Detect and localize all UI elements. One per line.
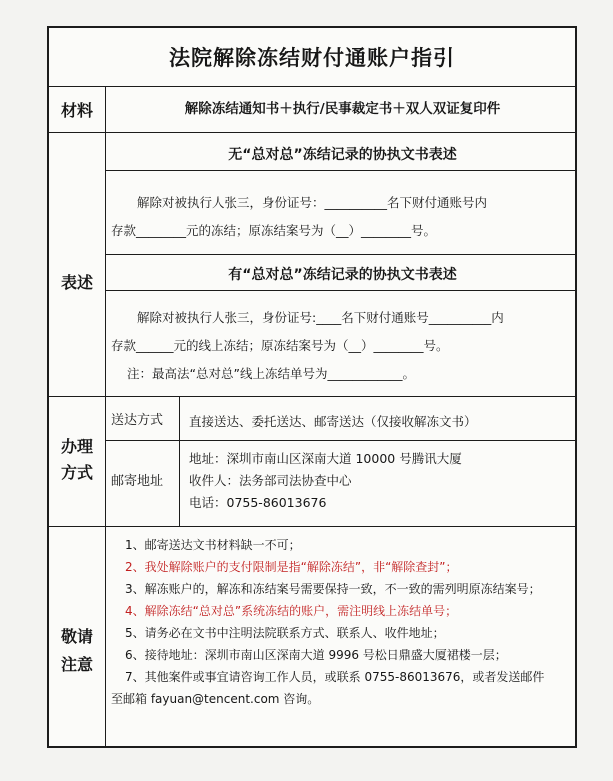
note-item-4: 4、解除冻结“总对总”系统冻结的账户，需注明线上冻结单号； <box>125 604 458 618</box>
notes-list <box>111 534 573 710</box>
note-item-2: 2、我处解除账户的支付限制是指“解除冻结”，非“解除查封”； <box>125 560 458 574</box>
no-total-line2: 存款________元的冻结；原冻结案号为（__）________号。 <box>111 223 437 238</box>
with-total-note: 注：最高法“总对总”线上冻结单号为____________。 <box>127 366 415 381</box>
note-item-5: 5、请务必在文书中注明法院联系方式、联系人、收件地址； <box>125 626 445 640</box>
mail-phone: 电话：0755-86013676 <box>189 495 327 510</box>
note-item-1: 1、邮寄送达文书材料缺一不可； <box>125 538 301 552</box>
with-total-line1: 解除对被执行人张三，身份证号:____名下财付通账号__________内 <box>137 310 504 325</box>
mail-label: 邮寄地址 <box>111 474 164 489</box>
divider <box>105 86 106 396</box>
delivery-value: 直接送达、委托送达、邮寄送达（仅接收解冻文书） <box>189 414 477 429</box>
note-item-6: 6、接待地址：深圳市南山区深南大道 9996 号松日鼎盛大厦裙楼一层； <box>125 648 507 662</box>
notes-label-2: 注意 <box>60 655 93 674</box>
divider <box>105 440 577 441</box>
notes-label-1: 敬请 <box>60 627 93 646</box>
materials-content: 解除冻结通知书＋执行/民事裁定书＋双人双证复印件 <box>184 101 501 117</box>
mail-address: 地址：深圳市南山区深南大道 10000 号腾讯大厦 <box>189 451 462 466</box>
mail-recipient: 收件人：法务部司法协查中心 <box>189 473 352 488</box>
no-total-heading: 无“总对总”冻结记录的协执文书表述 <box>228 147 457 163</box>
divider <box>49 526 577 527</box>
handling-label-2: 方式 <box>60 463 93 482</box>
note-item-8: 至邮箱 fayuan@tencent.com 咨询。 <box>111 692 320 706</box>
document-title: 法院解除冻结财付通账户指引 <box>49 28 575 87</box>
divider <box>49 396 577 397</box>
divider <box>105 290 577 291</box>
divider <box>105 526 106 748</box>
divider <box>105 254 577 255</box>
delivery-label: 送达方式 <box>111 413 164 428</box>
with-total-heading: 有“总对总”冻结记录的协执文书表述 <box>228 267 457 283</box>
divider <box>49 132 577 133</box>
divider <box>179 396 180 526</box>
note-item-3: 3、解冻账户的，解冻和冻结案号需要保持一致，不一致的需列明原冻结案号； <box>125 582 541 596</box>
handling-label-1: 办理 <box>60 437 93 456</box>
note-item-7: 7、其他案件或事宜请咨询工作人员，或联系 0755-86013676，或者发送邮件 <box>125 670 545 684</box>
materials-label: 材料 <box>60 101 93 120</box>
divider <box>105 396 106 526</box>
no-total-line1: 解除对被执行人张三，身份证号：__________名下财付通账号内 <box>137 195 488 210</box>
statement-label: 表述 <box>60 273 93 292</box>
with-total-line2: 存款______元的线上冻结；原冻结案号为（__）________号。 <box>111 338 449 353</box>
divider <box>105 170 577 171</box>
guide-document <box>47 26 577 748</box>
